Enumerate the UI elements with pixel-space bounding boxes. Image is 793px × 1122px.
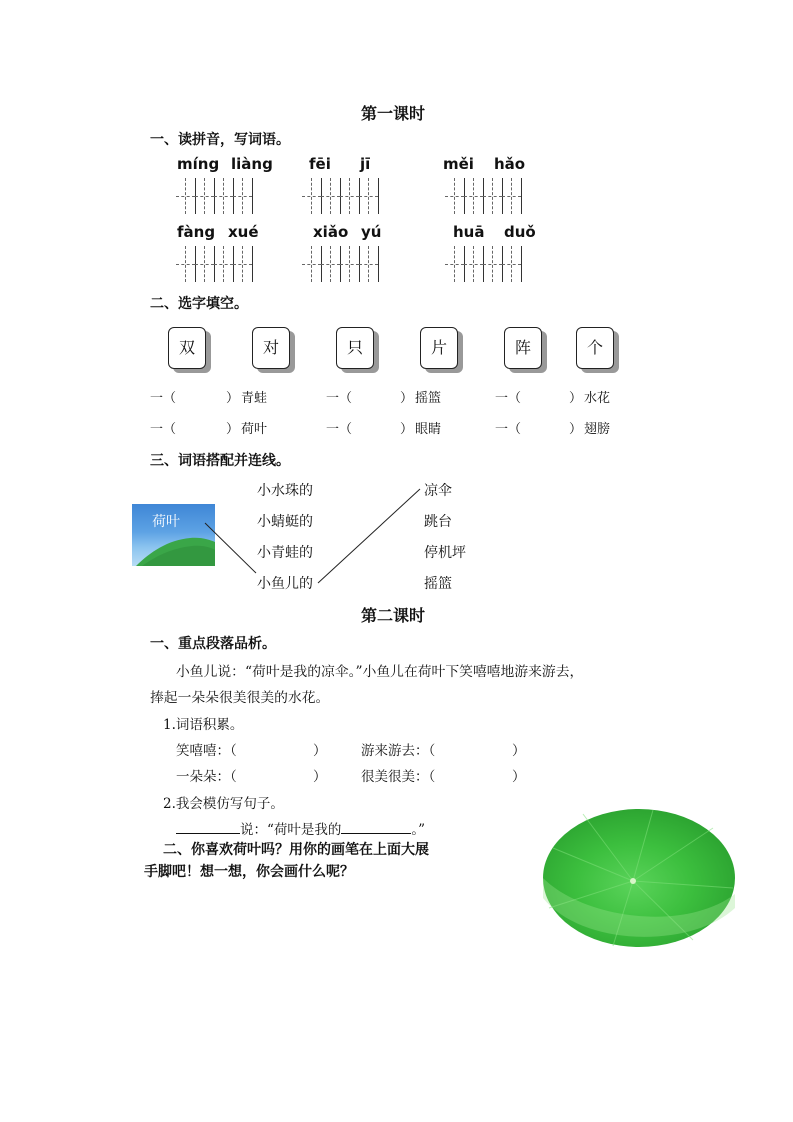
char-card[interactable]: 个 [576,327,614,369]
fill-item: 青蛙 [241,391,268,406]
pinyin: xué [228,223,259,241]
pinyin: xiǎo [313,223,349,241]
char-card[interactable]: 双 [168,327,206,369]
lesson2-q2-line: 二、你喜欢荷叶吗？用你的画笔在上面大展 [163,842,429,858]
char-card[interactable]: 阵 [504,327,542,369]
image-label: 荷叶 [152,514,180,530]
pinyin: jī [360,155,371,173]
fill-prefix: 一（ [150,391,177,406]
q1-heading: 一、读拼音，写词语。 [150,132,290,148]
pinyin: huā [453,223,485,241]
passage-line: 小鱼儿说：“荷叶是我的凉伞。”小鱼儿在荷叶下笑嘻嘻地游来游去， [176,664,584,680]
passage-line: 捧起一朵朵很美很美的水花。 [150,690,330,706]
pinyin: hǎo [494,155,526,173]
word-accumulation: 很美很美：（ [361,769,436,785]
sub-question-2: 2.我会模仿写句子。 [163,796,284,812]
match-right[interactable]: 停机坪 [424,545,466,561]
match-left[interactable]: 小水珠的 [257,483,313,499]
sub-question-1: 1.词语积累。 [163,717,244,733]
pinyin: měi [443,155,474,173]
answer-blank[interactable] [176,833,240,834]
word-accumulation: 游来游去：（ [361,743,436,759]
char-card[interactable]: 片 [420,327,458,369]
match-left[interactable]: 小蜻蜓的 [257,514,313,530]
fill-item: 水花 [584,391,611,406]
match-left[interactable]: 小青蛙的 [257,545,313,561]
imitate-middle: 说：“荷叶是我的 [240,822,342,838]
match-right[interactable]: 凉伞 [424,483,452,499]
close-paren: ） [313,743,327,759]
pinyin: fàng [177,223,216,241]
char-card[interactable]: 只 [336,327,374,369]
fill-suffix: ） [400,422,414,437]
q3-heading: 三、词语搭配并连线。 [150,453,290,469]
char-card[interactable]: 对 [252,327,290,369]
fill-item: 摇篮 [415,391,442,406]
match-right[interactable]: 跳台 [424,514,452,530]
fill-item: 翅膀 [584,422,611,437]
lesson2-q2-line: 手脚吧！想一想，你会画什么呢？ [144,864,354,880]
fill-suffix: ） [400,391,414,406]
close-paren: ） [512,743,526,759]
fill-item: 眼睛 [415,422,442,437]
fill-suffix: ） [226,422,240,437]
lesson2-q1-heading: 一、重点段落品析。 [150,636,276,652]
answer-blank[interactable] [341,833,411,834]
pinyin: duǒ [504,223,536,241]
fill-suffix: ） [569,391,583,406]
fill-suffix: ） [569,422,583,437]
pinyin: fēi [309,155,331,173]
word-accumulation: 一朵朵：（ [176,769,237,785]
fill-item: 荷叶 [241,422,268,437]
word-accumulation: 笑嘻嘻：（ [176,743,237,759]
fill-prefix: 一（ [326,391,353,406]
lotus-leaf-drawing-area[interactable] [543,808,743,948]
imitate-end: 。” [411,822,426,838]
connector-line [318,489,420,583]
fill-prefix: 一（ [150,422,177,437]
fill-suffix: ） [226,391,240,406]
fill-prefix: 一（ [326,422,353,437]
pinyin: míng [177,155,220,173]
imitate-sentence [176,818,425,838]
close-paren: ） [512,769,526,785]
lesson1-title: 第一课时 [361,104,426,123]
match-left[interactable]: 小鱼儿的 [257,576,313,592]
pinyin: liàng [231,155,273,173]
lesson2-title: 第二课时 [361,606,426,625]
close-paren: ） [313,769,327,785]
fill-prefix: 一（ [495,422,522,437]
match-right[interactable]: 摇篮 [424,576,452,592]
fill-prefix: 一（ [495,391,522,406]
lotus-leaf-image [132,504,215,566]
q2-heading: 二、选字填空。 [150,296,248,312]
pinyin: yú [361,223,382,241]
